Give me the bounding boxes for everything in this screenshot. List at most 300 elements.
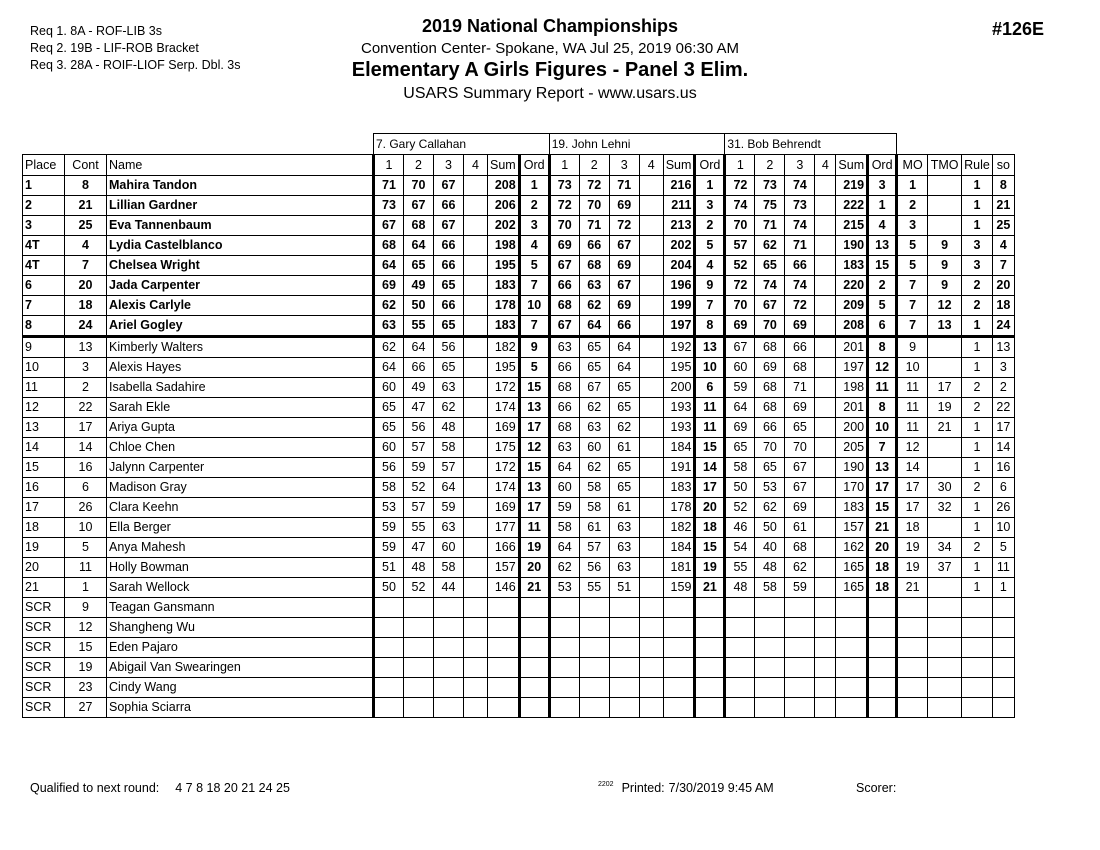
j3-score-cell: 74 <box>785 176 815 196</box>
j1-score-cell <box>434 658 464 678</box>
j1-sum-cell <box>488 698 520 718</box>
j1-score-cell: 55 <box>404 316 434 337</box>
name-cell: Abigail Van Swearingen <box>107 658 374 678</box>
j2-sum-cell: 199 <box>663 296 695 316</box>
place-cell: 19 <box>23 538 65 558</box>
championship-title: 2019 National Championships <box>421 16 679 36</box>
table-row <box>23 378 1015 398</box>
j2-score-cell: 65 <box>579 358 609 378</box>
rule-cell: 3 <box>962 256 993 276</box>
so-cell: 14 <box>992 438 1014 458</box>
j3-sum-cell: 220 <box>836 276 868 296</box>
mo-cell <box>897 698 928 718</box>
j3-score-cell: 68 <box>755 398 785 418</box>
j1-score-cell <box>434 618 464 638</box>
j1-score-cell <box>404 658 434 678</box>
j3-ord-cell <box>868 618 897 638</box>
mo-cell: 19 <box>897 538 928 558</box>
place-cell: 7 <box>23 296 65 316</box>
j2-score-cell: 66 <box>549 398 579 418</box>
j1-score-cell: 52 <box>404 578 434 598</box>
j2-score-cell: 67 <box>579 378 609 398</box>
j3-score-cell: 53 <box>755 478 785 498</box>
j2-ord-cell: 10 <box>695 358 725 378</box>
j1-score-cell: 62 <box>434 398 464 418</box>
j3-ord-cell: 10 <box>868 418 897 438</box>
j1-score-cell <box>464 176 488 196</box>
table-row <box>23 678 1015 698</box>
tmo-cell: 34 <box>928 538 962 558</box>
j1-score-cell: 50 <box>404 296 434 316</box>
j1-score-cell: 66 <box>434 196 464 216</box>
j3-score-cell: 72 <box>725 276 755 296</box>
j1-score-cell <box>464 638 488 658</box>
j2-score-cell: 62 <box>579 296 609 316</box>
mo-cell: 7 <box>897 276 928 296</box>
table-head <box>23 134 1015 176</box>
j2-score-cell <box>639 256 663 276</box>
j2-score-cell: 55 <box>579 578 609 598</box>
rule-cell: 2 <box>962 276 993 296</box>
j3-ord-cell: 18 <box>868 578 897 598</box>
j3-score-cell <box>815 276 836 296</box>
j1-ord-cell: 5 <box>519 358 549 378</box>
j2-score-cell: 65 <box>609 378 639 398</box>
j3-score-cell: 46 <box>725 518 755 538</box>
name-cell: Kimberly Walters <box>107 337 374 358</box>
j1-score-cell <box>374 638 404 658</box>
j2-score-cell <box>639 578 663 598</box>
place-cell: SCR <box>23 658 65 678</box>
report-subtitle: USARS Summary Report - www.usars.us <box>403 85 697 102</box>
event-number: #126E <box>991 19 1044 39</box>
j2-ord-cell: 8 <box>695 316 725 337</box>
j3-score-cell <box>815 358 836 378</box>
j2-ord-cell: 15 <box>695 438 725 458</box>
name-cell: Chloe Chen <box>107 438 374 458</box>
j2-ord-cell: 21 <box>695 578 725 598</box>
name-cell: Alexis Hayes <box>107 358 374 378</box>
mo-cell <box>897 598 928 618</box>
cont-cell: 12 <box>65 618 107 638</box>
col-header-j3-sum: Sum <box>836 155 868 176</box>
j3-score-cell: 52 <box>725 256 755 276</box>
j3-sum-cell: 208 <box>836 316 868 337</box>
j3-score-cell: 50 <box>725 478 755 498</box>
tmo-cell: 37 <box>928 558 962 578</box>
j1-score-cell: 65 <box>434 316 464 337</box>
so-cell: 17 <box>992 418 1014 438</box>
j3-score-cell: 65 <box>785 418 815 438</box>
j1-score-cell <box>464 458 488 478</box>
j2-score-cell: 64 <box>549 458 579 478</box>
j1-score-cell: 66 <box>434 256 464 276</box>
j2-ord-cell: 17 <box>695 478 725 498</box>
j2-sum-cell: 184 <box>663 438 695 458</box>
j2-score-cell: 64 <box>579 316 609 337</box>
mo-cell: 17 <box>897 478 928 498</box>
j1-ord-cell: 2 <box>519 196 549 216</box>
j2-score-cell <box>639 658 663 678</box>
so-cell: 2 <box>992 378 1014 398</box>
mo-cell <box>897 638 928 658</box>
j2-sum-cell <box>663 658 695 678</box>
j2-score-cell: 61 <box>579 518 609 538</box>
j1-score-cell: 56 <box>404 418 434 438</box>
j2-score-cell: 64 <box>549 538 579 558</box>
rule-cell: 1 <box>962 216 993 236</box>
j2-score-cell: 64 <box>609 337 639 358</box>
j2-score-cell: 57 <box>579 538 609 558</box>
j2-score-cell <box>639 638 663 658</box>
j3-score-cell <box>815 378 836 398</box>
j2-score-cell: 63 <box>609 538 639 558</box>
mo-cell: 21 <box>897 578 928 598</box>
j1-score-cell: 63 <box>374 316 404 337</box>
tmo-cell <box>928 618 962 638</box>
judge-2-name: 19. John Lehni <box>549 134 725 155</box>
j3-sum-cell: 165 <box>836 558 868 578</box>
col-header-mo: MO <box>897 155 928 176</box>
j2-score-cell <box>639 478 663 498</box>
rule-cell: 1 <box>962 578 993 598</box>
j3-score-cell <box>785 618 815 638</box>
j1-score-cell: 65 <box>374 398 404 418</box>
j1-score-cell <box>434 678 464 698</box>
place-cell: 2 <box>23 196 65 216</box>
j3-score-cell <box>755 698 785 718</box>
j1-score-cell <box>464 418 488 438</box>
so-cell <box>992 618 1014 638</box>
j3-ord-cell: 11 <box>868 378 897 398</box>
rule-cell: 1 <box>962 558 993 578</box>
col-header-j3-1: 1 <box>725 155 755 176</box>
table-row <box>23 518 1015 538</box>
so-cell: 11 <box>992 558 1014 578</box>
qualified-list: 4 7 8 18 20 21 24 25 <box>175 781 290 795</box>
j3-score-cell <box>785 698 815 718</box>
j1-sum-cell: 208 <box>488 176 520 196</box>
j1-sum-cell: 183 <box>488 276 520 296</box>
printed-label: Printed: <box>621 781 665 795</box>
cont-cell: 14 <box>65 438 107 458</box>
results-table <box>22 133 1015 718</box>
j2-ord-cell: 1 <box>695 176 725 196</box>
table-row <box>23 398 1015 418</box>
j2-sum-cell: 181 <box>663 558 695 578</box>
j2-ord-cell: 15 <box>695 538 725 558</box>
j3-sum-cell: 215 <box>836 216 868 236</box>
table-row <box>23 337 1015 358</box>
so-cell: 22 <box>992 398 1014 418</box>
j2-sum-cell: 211 <box>663 196 695 216</box>
j3-sum-cell: 198 <box>836 378 868 398</box>
j3-score-cell: 62 <box>755 498 785 518</box>
tmo-cell <box>928 598 962 618</box>
j3-score-cell: 65 <box>725 438 755 458</box>
mo-cell: 7 <box>897 296 928 316</box>
name-cell: Madison Gray <box>107 478 374 498</box>
place-cell: 17 <box>23 498 65 518</box>
j2-sum-cell: 197 <box>663 316 695 337</box>
j3-score-cell: 67 <box>785 478 815 498</box>
j1-score-cell <box>464 358 488 378</box>
results-body <box>23 176 1015 718</box>
j3-score-cell: 62 <box>785 558 815 578</box>
place-cell: 4T <box>23 236 65 256</box>
j3-score-cell: 48 <box>725 578 755 598</box>
mo-cell: 10 <box>897 358 928 378</box>
table-row <box>23 598 1015 618</box>
so-cell <box>992 678 1014 698</box>
j3-score-cell: 73 <box>785 196 815 216</box>
j1-sum-cell: 183 <box>488 316 520 337</box>
mo-cell: 7 <box>897 316 928 337</box>
mo-cell <box>897 618 928 638</box>
j1-score-cell: 55 <box>404 518 434 538</box>
j3-score-cell: 52 <box>725 498 755 518</box>
j2-ord-cell: 13 <box>695 337 725 358</box>
j3-score-cell <box>815 658 836 678</box>
j3-ord-cell: 4 <box>868 216 897 236</box>
j3-score-cell: 66 <box>755 418 785 438</box>
j1-score-cell: 49 <box>404 276 434 296</box>
j1-score-cell: 53 <box>374 498 404 518</box>
place-cell: 9 <box>23 337 65 358</box>
j3-ord-cell: 2 <box>868 276 897 296</box>
place-cell: SCR <box>23 698 65 718</box>
name-cell: Sarah Wellock <box>107 578 374 598</box>
j2-score-cell <box>639 458 663 478</box>
tmo-cell <box>928 358 962 378</box>
j3-score-cell <box>815 418 836 438</box>
j2-ord-cell <box>695 598 725 618</box>
j3-score-cell: 70 <box>755 438 785 458</box>
col-header-tmo: TMO <box>928 155 962 176</box>
table-row <box>23 658 1015 678</box>
j1-score-cell: 58 <box>374 478 404 498</box>
j3-score-cell <box>755 638 785 658</box>
mo-cell: 14 <box>897 458 928 478</box>
j2-sum-cell: 200 <box>663 378 695 398</box>
place-cell: 15 <box>23 458 65 478</box>
j3-score-cell <box>785 598 815 618</box>
mo-cell: 5 <box>897 256 928 276</box>
judge-3-name: 31. Bob Behrendt <box>725 134 897 155</box>
j3-score-cell <box>725 618 755 638</box>
tmo-cell <box>928 196 962 216</box>
j3-score-cell: 74 <box>785 216 815 236</box>
j1-sum-cell: 182 <box>488 337 520 358</box>
j1-ord-cell: 1 <box>519 176 549 196</box>
j3-sum-cell <box>836 658 868 678</box>
rule-cell <box>962 638 993 658</box>
j1-score-cell <box>374 678 404 698</box>
j1-score-cell <box>464 378 488 398</box>
j3-score-cell <box>815 638 836 658</box>
so-cell: 20 <box>992 276 1014 296</box>
j2-score-cell: 62 <box>579 398 609 418</box>
place-cell: 10 <box>23 358 65 378</box>
j2-score-cell <box>639 276 663 296</box>
rule-cell: 1 <box>962 358 993 378</box>
j3-score-cell <box>815 478 836 498</box>
mo-cell: 12 <box>897 438 928 458</box>
mo-cell: 18 <box>897 518 928 538</box>
j1-score-cell: 52 <box>404 478 434 498</box>
j2-score-cell: 58 <box>549 518 579 538</box>
j1-score-cell <box>464 518 488 538</box>
j3-ord-cell: 13 <box>868 236 897 256</box>
mo-cell: 5 <box>897 236 928 256</box>
j2-score-cell <box>639 418 663 438</box>
tmo-cell: 32 <box>928 498 962 518</box>
name-cell: Lydia Castelblanco <box>107 236 374 256</box>
qualified-label: Qualified to next round: <box>30 781 160 795</box>
j3-ord-cell: 15 <box>868 256 897 276</box>
j3-ord-cell: 5 <box>868 296 897 316</box>
j1-score-cell <box>464 256 488 276</box>
j1-score-cell: 59 <box>374 518 404 538</box>
j2-ord-cell <box>695 698 725 718</box>
j3-score-cell: 68 <box>785 358 815 378</box>
j2-score-cell <box>549 638 579 658</box>
j3-score-cell: 58 <box>755 578 785 598</box>
j1-score-cell: 57 <box>404 438 434 458</box>
j1-score-cell: 58 <box>434 438 464 458</box>
j3-score-cell: 67 <box>785 458 815 478</box>
j1-ord-cell: 21 <box>519 578 549 598</box>
judge-header-spacer <box>23 134 374 155</box>
j2-ord-cell <box>695 658 725 678</box>
j1-sum-cell: 169 <box>488 418 520 438</box>
j1-score-cell: 58 <box>434 558 464 578</box>
j2-sum-cell: 195 <box>663 358 695 378</box>
j2-score-cell: 68 <box>549 296 579 316</box>
j1-ord-cell: 7 <box>519 276 549 296</box>
rule-cell: 1 <box>962 518 993 538</box>
j3-score-cell: 50 <box>755 518 785 538</box>
j2-score-cell: 73 <box>549 176 579 196</box>
j1-score-cell: 64 <box>374 358 404 378</box>
col-header-j2-2: 2 <box>579 155 609 176</box>
mo-cell: 17 <box>897 498 928 518</box>
j1-score-cell <box>464 538 488 558</box>
name-cell: Mahira Tandon <box>107 176 374 196</box>
place-cell: 14 <box>23 438 65 458</box>
j1-score-cell <box>464 276 488 296</box>
j2-score-cell <box>639 538 663 558</box>
j3-score-cell: 60 <box>725 358 755 378</box>
j2-ord-cell: 18 <box>695 518 725 538</box>
j1-sum-cell <box>488 598 520 618</box>
tmo-cell: 21 <box>928 418 962 438</box>
place-cell: 4T <box>23 256 65 276</box>
j2-sum-cell: 196 <box>663 276 695 296</box>
j3-score-cell: 74 <box>755 276 785 296</box>
j3-score-cell <box>815 216 836 236</box>
table-row <box>23 276 1015 296</box>
so-cell: 1 <box>992 578 1014 598</box>
cont-cell: 3 <box>65 358 107 378</box>
j2-score-cell <box>609 638 639 658</box>
j2-score-cell <box>549 698 579 718</box>
j1-sum-cell: 174 <box>488 478 520 498</box>
j3-score-cell: 71 <box>755 216 785 236</box>
rule-cell: 1 <box>962 196 993 216</box>
j3-score-cell <box>815 337 836 358</box>
j1-score-cell: 64 <box>404 337 434 358</box>
mo-cell: 9 <box>897 337 928 358</box>
j3-score-cell: 71 <box>785 236 815 256</box>
j3-score-cell: 65 <box>755 256 785 276</box>
j2-score-cell <box>549 598 579 618</box>
j2-ord-cell: 11 <box>695 398 725 418</box>
j2-score-cell: 63 <box>549 438 579 458</box>
j3-score-cell: 69 <box>725 418 755 438</box>
j3-sum-cell: 190 <box>836 236 868 256</box>
j3-score-cell: 66 <box>785 256 815 276</box>
cont-cell: 18 <box>65 296 107 316</box>
j3-score-cell: 57 <box>725 236 755 256</box>
j2-score-cell: 59 <box>549 498 579 518</box>
j2-score-cell <box>579 678 609 698</box>
name-cell: Chelsea Wright <box>107 256 374 276</box>
j3-score-cell <box>755 618 785 638</box>
j1-score-cell: 57 <box>434 458 464 478</box>
j3-score-cell <box>815 398 836 418</box>
qualified-line <box>30 781 290 795</box>
j1-score-cell: 60 <box>434 538 464 558</box>
rule-cell: 1 <box>962 498 993 518</box>
j3-sum-cell <box>836 678 868 698</box>
cont-cell: 4 <box>65 236 107 256</box>
so-cell: 21 <box>992 196 1014 216</box>
col-header-j1-ord: Ord <box>519 155 549 176</box>
j1-score-cell <box>434 638 464 658</box>
j1-score-cell: 68 <box>374 236 404 256</box>
j3-score-cell: 73 <box>755 176 785 196</box>
so-cell: 25 <box>992 216 1014 236</box>
j2-score-cell <box>639 216 663 236</box>
j1-score-cell: 66 <box>404 358 434 378</box>
cont-cell: 16 <box>65 458 107 478</box>
j2-score-cell <box>639 176 663 196</box>
j1-ord-cell: 11 <box>519 518 549 538</box>
j2-ord-cell: 3 <box>695 196 725 216</box>
j3-score-cell: 54 <box>725 538 755 558</box>
cont-cell: 20 <box>65 276 107 296</box>
j2-score-cell: 63 <box>579 418 609 438</box>
j3-score-cell: 67 <box>755 296 785 316</box>
tmo-cell: 19 <box>928 398 962 418</box>
j1-score-cell <box>464 398 488 418</box>
j3-sum-cell: 170 <box>836 478 868 498</box>
col-header-cont: Cont <box>65 155 107 176</box>
j1-score-cell <box>464 658 488 678</box>
j1-ord-cell: 13 <box>519 478 549 498</box>
col-header-j1-1: 1 <box>374 155 404 176</box>
cont-cell: 22 <box>65 398 107 418</box>
col-header-place: Place <box>23 155 65 176</box>
j2-score-cell <box>609 698 639 718</box>
j1-ord-cell: 15 <box>519 378 549 398</box>
j2-ord-cell: 20 <box>695 498 725 518</box>
j2-sum-cell: 178 <box>663 498 695 518</box>
so-cell: 10 <box>992 518 1014 538</box>
j2-score-cell: 63 <box>549 337 579 358</box>
j1-score-cell <box>464 296 488 316</box>
